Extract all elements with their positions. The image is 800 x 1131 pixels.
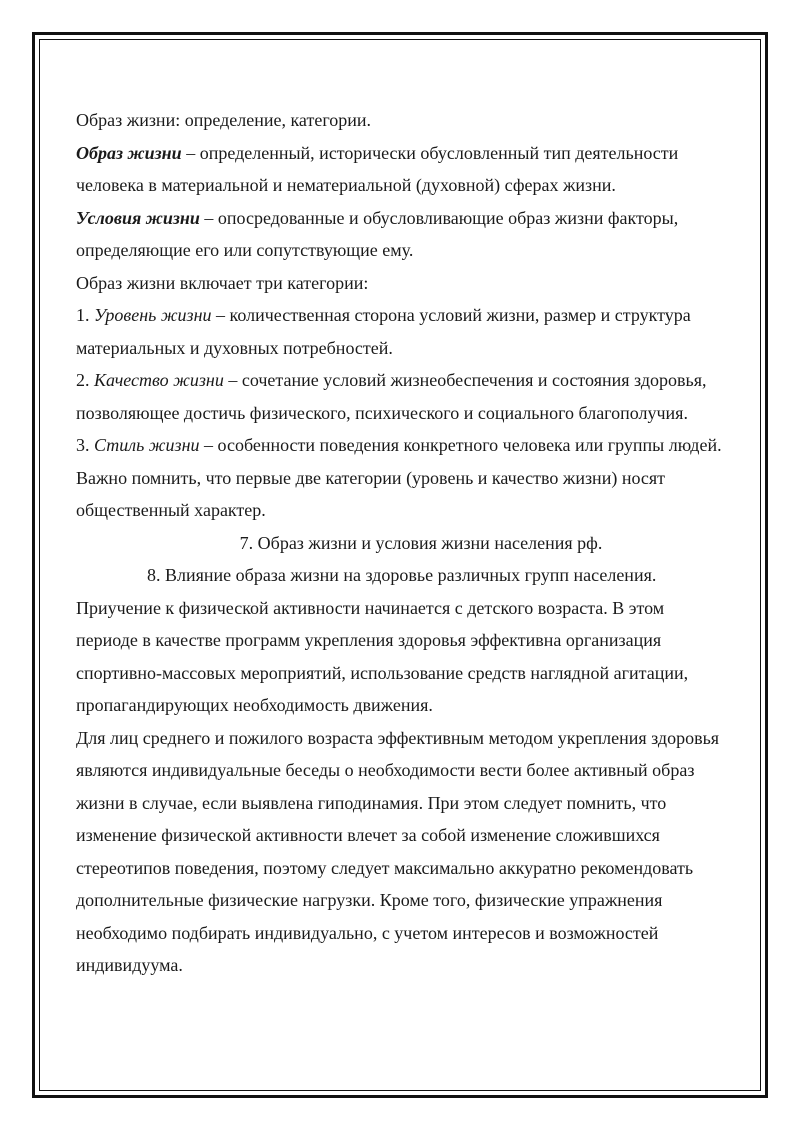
definition-text: – определенный, исторически обусловленный тип деятельности человека в материальной и нематериальной (духовной) сферах жизни. [76,142,679,195]
paragraph-adults: Для лиц среднего и пожилого возраста эффективным методом укрепления здоровья являются индивидуальные беседы о необходимости вести более активный образ жизни в случае, если выявлена гиподинамия. При этом следует помнить, что изменение физической активности влечет за собой изменение сложившихся стереотипов поведения, поэтому следует максимально аккуратно рекомендовать дополнительные физические нагрузки. Кроме того, физические упражнения необходимо подбирать индивидуально, с учетом интересов и возможностей индивидуума. [76,727,720,975]
paragraph-children: Приучение к физической активности начинается с детского возраста. В этом периоде в качестве программ укрепления здоровья эффективна организация спортивно-массовых мероприятий, использование средств наглядной агитации, пропагандирующих необходимость движения. [76,597,689,715]
categories-intro: Образ жизни включает три категории: [76,272,369,293]
category-number: 3. [76,435,94,455]
category-term: Уровень жизни [94,305,212,325]
category-text: – сочетание условий жизнеобеспечения и состояния здоровья, позволяющее достичь физического, психического и социального благополучия. [76,370,707,423]
category-item [76,364,726,429]
category-text: – количественная сторона условий жизни, размер и структура материальных и духовных потребностей. [76,305,691,358]
section-8-title: 8. Влияние образа жизни на здоровье различных групп населения. [147,565,657,585]
document-body [76,104,726,982]
definition-lifestyle [76,137,726,202]
category-number: 2. [76,370,94,390]
document-heading: Образ жизни: определение, категории. [76,110,372,130]
section-7-title: 7. Образ жизни и условия жизни населения рф. [239,532,603,553]
important-note: Важно помнить, что первые две категории (уровень и качество жизни) носят общественный характер. [76,467,666,520]
category-term: Стиль жизни [94,435,200,455]
definition-text: – опосредованные и обусловливающие образ жизни факторы, определяющие его или сопутствующие ему. [76,207,679,260]
category-term: Качество жизни [94,370,224,390]
category-text: – особенности поведения конкретного человека или группы людей. [199,435,722,455]
definition-living-conditions [76,202,726,267]
definition-term: Образ жизни [76,142,182,163]
category-item [76,299,726,364]
category-item [76,429,726,462]
definition-term: Условия жизни [76,207,200,228]
category-number: 1. [76,305,94,325]
